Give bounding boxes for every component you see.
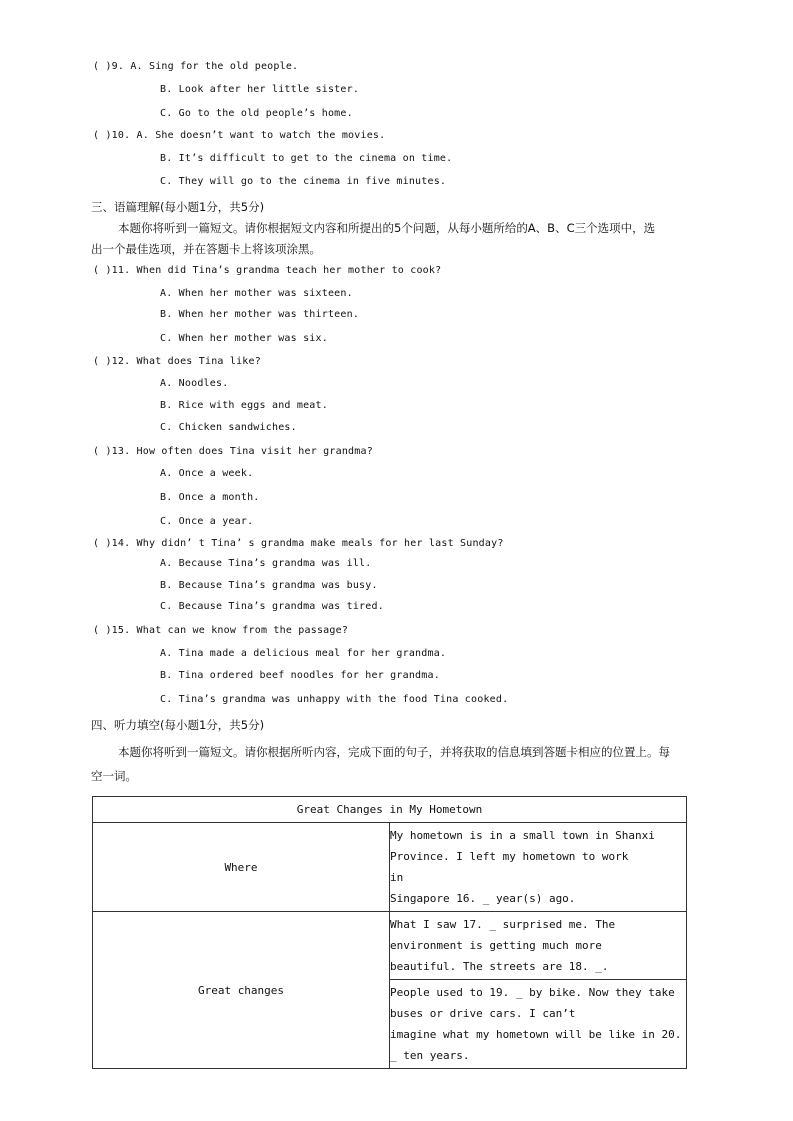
option-14a: A. Because Tina’s grandma was ill.	[160, 558, 372, 569]
changes-2-line-1: People used to 19. _ by bike. Now they take buses or drive cars. I can’t	[390, 986, 675, 1020]
changes-cell-1	[390, 912, 687, 980]
table-title: Great Changes in My Hometown	[93, 797, 687, 823]
option-13a: A. Once a week.	[160, 468, 254, 479]
section-4-heading: 四、听力填空(每小题1分，共5分)	[91, 718, 265, 732]
question-13: ( )13. How often does Tina visit her grandma?	[93, 446, 373, 457]
section-3-instruction-2: 出一个最佳选项，并在答题卡上将该项涂黑。	[91, 242, 321, 256]
option-10c: C. They will go to the cinema in five minutes.	[160, 176, 447, 187]
option-12c: C. Chicken sandwiches.	[160, 422, 297, 433]
changes-1-line-2: beautiful. The streets are 18. _.	[390, 960, 609, 973]
option-14c: C. Because Tina’s grandma was tired.	[160, 601, 384, 612]
great-changes-label: Great changes	[93, 912, 390, 1069]
section-3-heading: 三、语篇理解(每小题1分，共5分)	[91, 200, 265, 214]
question-10: ( )10. A. She doesn’t want to watch the movies.	[93, 130, 386, 141]
option-11b: B. When her mother was thirteen.	[160, 309, 360, 320]
option-11c: C. When her mother was six.	[160, 333, 328, 344]
option-15b: B. Tina ordered beef noodles for her grandma.	[160, 670, 440, 681]
option-9c: C. Go to the old people’s home.	[160, 108, 353, 119]
section-4-instruction-1: 本题你将听到一篇短文。请你根据所听内容，完成下面的句子，并将获取的信息填到答题卡相应的位置上。每	[118, 745, 670, 759]
where-label: Where	[93, 823, 390, 912]
section-4-instruction-2: 空一词。	[91, 769, 137, 783]
changes-2-line-2: imagine what my hometown will be like in 20. _ ten years.	[390, 1028, 682, 1062]
where-line-1: My hometown is in a small town in Shanxi Province. I left my hometown to work	[390, 829, 655, 863]
where-cell	[390, 823, 687, 912]
option-15a: A. Tina made a delicious meal for her grandma.	[160, 648, 447, 659]
where-line-3: Singapore 16. _ year(s) ago.	[390, 892, 576, 905]
changes-1-line-1: What I saw 17. _ surprised me. The environment is getting much more	[390, 918, 616, 952]
option-13c: C. Once a year.	[160, 516, 254, 527]
option-11a: A. When her mother was sixteen.	[160, 288, 353, 299]
option-15c: C. Tina’s grandma was unhappy with the food Tina cooked.	[160, 694, 509, 705]
question-14: ( )14. Why didn’ t Tina’ s grandma make meals for her last Sunday?	[93, 538, 504, 549]
where-line-2: in	[390, 871, 404, 884]
question-15: ( )15. What can we know from the passage?	[93, 625, 349, 636]
changes-cell-2	[390, 980, 687, 1069]
option-13b: B. Once a month.	[160, 492, 260, 503]
option-10b: B. It’s difficult to get to the cinema on time.	[160, 153, 453, 164]
question-12: ( )12. What does Tina like?	[93, 356, 261, 367]
question-9: ( )9. A. Sing for the old people.	[93, 61, 299, 72]
question-11: ( )11. When did Tina’s grandma teach her mother to cook?	[93, 265, 442, 276]
option-12a: A. Noodles.	[160, 378, 229, 389]
option-9b: B. Look after her little sister.	[160, 84, 360, 95]
option-14b: B. Because Tina’s grandma was busy.	[160, 580, 378, 591]
option-12b: B. Rice with eggs and meat.	[160, 400, 328, 411]
hometown-changes-table	[92, 796, 687, 1069]
section-3-instruction-1: 本题你将听到一篇短文。请你根据短文内容和所提出的5个问题，从每小题所给的A、B、C三个选项中，选	[118, 221, 656, 235]
